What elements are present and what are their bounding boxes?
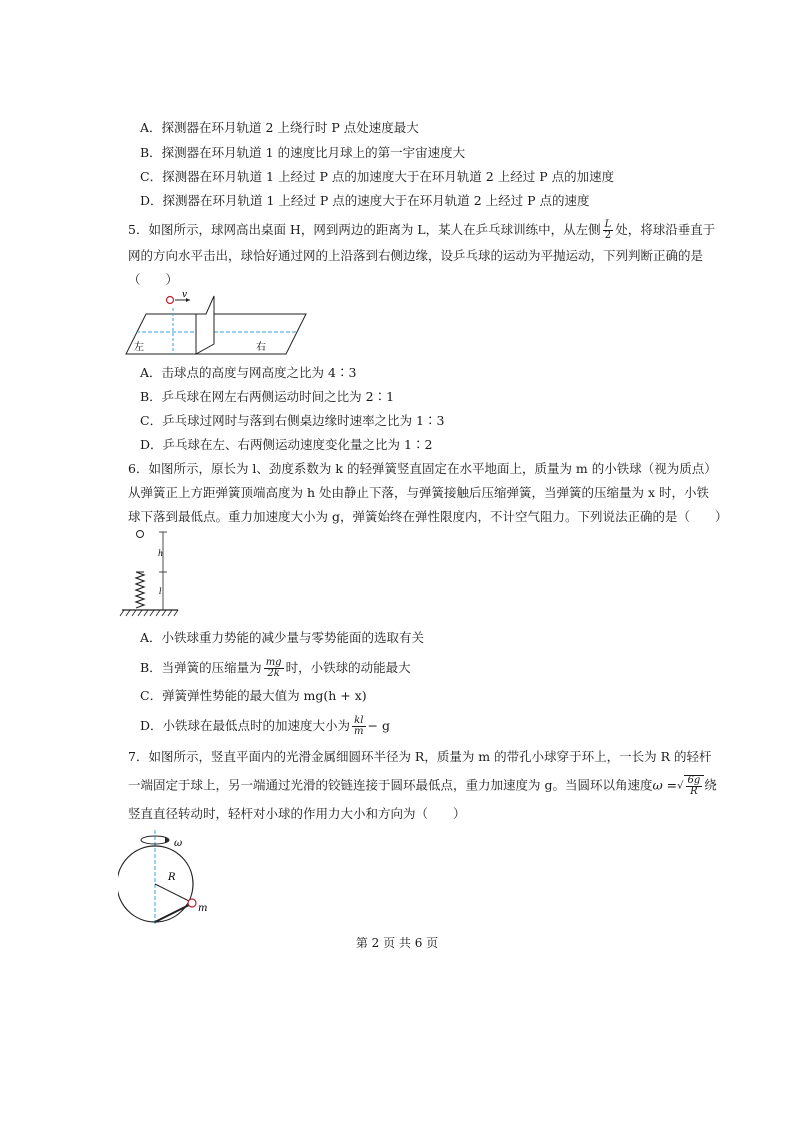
length-l-label: l [159, 587, 162, 596]
q5-frac-den: 2 [604, 230, 612, 241]
q5-frac-num: L [604, 219, 612, 230]
net [196, 296, 214, 354]
table-surface [126, 314, 306, 354]
right-side-label: 右 [256, 342, 266, 353]
q5-stem-text-b: 处，将球沿垂直于 [615, 222, 716, 237]
q5-figure-table-net [118, 288, 318, 360]
q5-stem-text-a: 5．如图所示，球网高出桌面 H，网到两边的距离为 L，某人在乒乓球训练中，从左侧 [128, 222, 601, 237]
q6-option-b-fraction [264, 658, 284, 679]
q7-sqrt: √ $\frac{6g}{R}$ [677, 775, 704, 797]
q7-stem-line2 [128, 775, 717, 797]
ball [167, 297, 174, 304]
q7-stem-text-a: 一端固定于球上，另一端通过光滑的铰链连接于圆环最低点，重力加速度为 g。当圆环以角速度 [128, 777, 653, 793]
q7-sqrt-num: 6g [687, 775, 701, 786]
q5-stem-line2: 网的方向水平击出，球恰好通过网的上沿落到右侧边缘，设乒乓球的运动为平抛运动，下列判断正确的是 [128, 248, 704, 263]
q7-figure-ring [118, 828, 218, 930]
q4-option-c: C．探测器在环月轨道 1 上经过 P 点的加速度大于在环月轨道 2 上经过 P 点的加速度 [140, 169, 615, 184]
q6-figure-spring [118, 528, 188, 620]
q5-option-d: D．乒乓球在左、右两侧运动速度变化量之比为 1∶2 [140, 437, 433, 452]
q6-b-frac-den: 2k [267, 668, 280, 679]
q4-option-d: D．探测器在环月轨道 1 上经过 P 点的速度大于在环月轨道 2 上经过 P 点的速度 [140, 193, 590, 208]
q7-omega-eq: ω = [652, 777, 678, 793]
q6-option-b [140, 658, 411, 679]
q7-stem-line1: 7．如图所示，竖直平面内的光滑金属细圆环半径为 R，质量为 m 的带孔小球穿于环上，一长为 R 的轻杆 [128, 749, 712, 764]
q5-stem-line3: （ ） [128, 272, 179, 287]
q6-option-a: A．小铁球重力势能的减少量与零势能面的选取有关 [140, 630, 425, 645]
left-side-label: 左 [134, 342, 144, 353]
q5-option-c: C．乒乓球过网时与落到右侧桌边缘时速率之比为 1∶3 [140, 413, 445, 428]
spring [136, 572, 144, 608]
q6-stem-line2: 从弹簧正上方距弹簧顶端高度为 h 处由静止下落，与弹簧接触后压缩弹簧，当弹簧的压缩量为 x 时，小铁 [128, 485, 709, 500]
q6-option-c: C．弹簧弹性势能的最大值为 mg(h + x) [140, 688, 367, 703]
height-h-label: h [158, 549, 164, 558]
q6-option-b-text-b: 时，小铁球的动能最大 [285, 660, 411, 675]
q6-d-frac-num: kl [352, 716, 365, 727]
q7-stem-line3: 竖直直径转动时，轻杆对小球的作用力大小和方向为（ ） [128, 806, 466, 821]
ground-hatch [120, 610, 178, 616]
q6-option-d-fraction [352, 716, 365, 737]
q5-stem-line1 [128, 220, 715, 241]
q5-option-a: A．击球点的高度与网高度之比为 4∶3 [140, 365, 357, 380]
q6-stem-line1: 6．如图所示，原长为 l、劲度系数为 k 的轻弹簧竖直固定在水平地面上，质量为 m 的小铁球（视为质点） [128, 461, 717, 476]
q6-stem-line3: 球下落到最低点。重力加速度大小为 g，弹簧始终在弹性限度内，不计空气阻力。下列说法正确的是（ ） [128, 509, 728, 524]
radius-line [155, 884, 191, 902]
iron-ball [137, 531, 144, 538]
small-ball [188, 899, 196, 907]
velocity-label: v [182, 290, 188, 300]
q6-option-b-text-a: B．当弹簧的压缩量为 [140, 660, 262, 675]
q7-sqrt-den: R [690, 786, 698, 797]
mass-label: m [198, 903, 208, 914]
radius-label: R [168, 872, 176, 883]
q6-b-frac-num: mg [265, 657, 282, 668]
q6-option-d-text-a: D．小铁球在最低点时的加速度大小为 [140, 718, 351, 733]
q5-fraction [603, 220, 614, 241]
q6-d-frac-den: m [354, 726, 364, 737]
q6-option-d-text-b: − g [367, 718, 390, 733]
q6-option-d [140, 716, 390, 737]
page-footer: 第 2 页 共 6 页 [355, 936, 439, 950]
light-rod [155, 904, 191, 922]
q4-option-a: A．探测器在环月轨道 2 上绕行时 P 点处速度最大 [140, 120, 419, 135]
q4-option-b: B．探测器在环月轨道 1 的速度比月球上的第一宇宙速度大 [140, 145, 466, 160]
q7-stem-text-b: 绕 [704, 777, 717, 793]
omega-label: ω [174, 838, 183, 849]
q5-option-b: B．乒乓球在网左右两侧运动时间之比为 2∶1 [140, 389, 395, 404]
q7-sqrt-fraction [686, 776, 703, 797]
